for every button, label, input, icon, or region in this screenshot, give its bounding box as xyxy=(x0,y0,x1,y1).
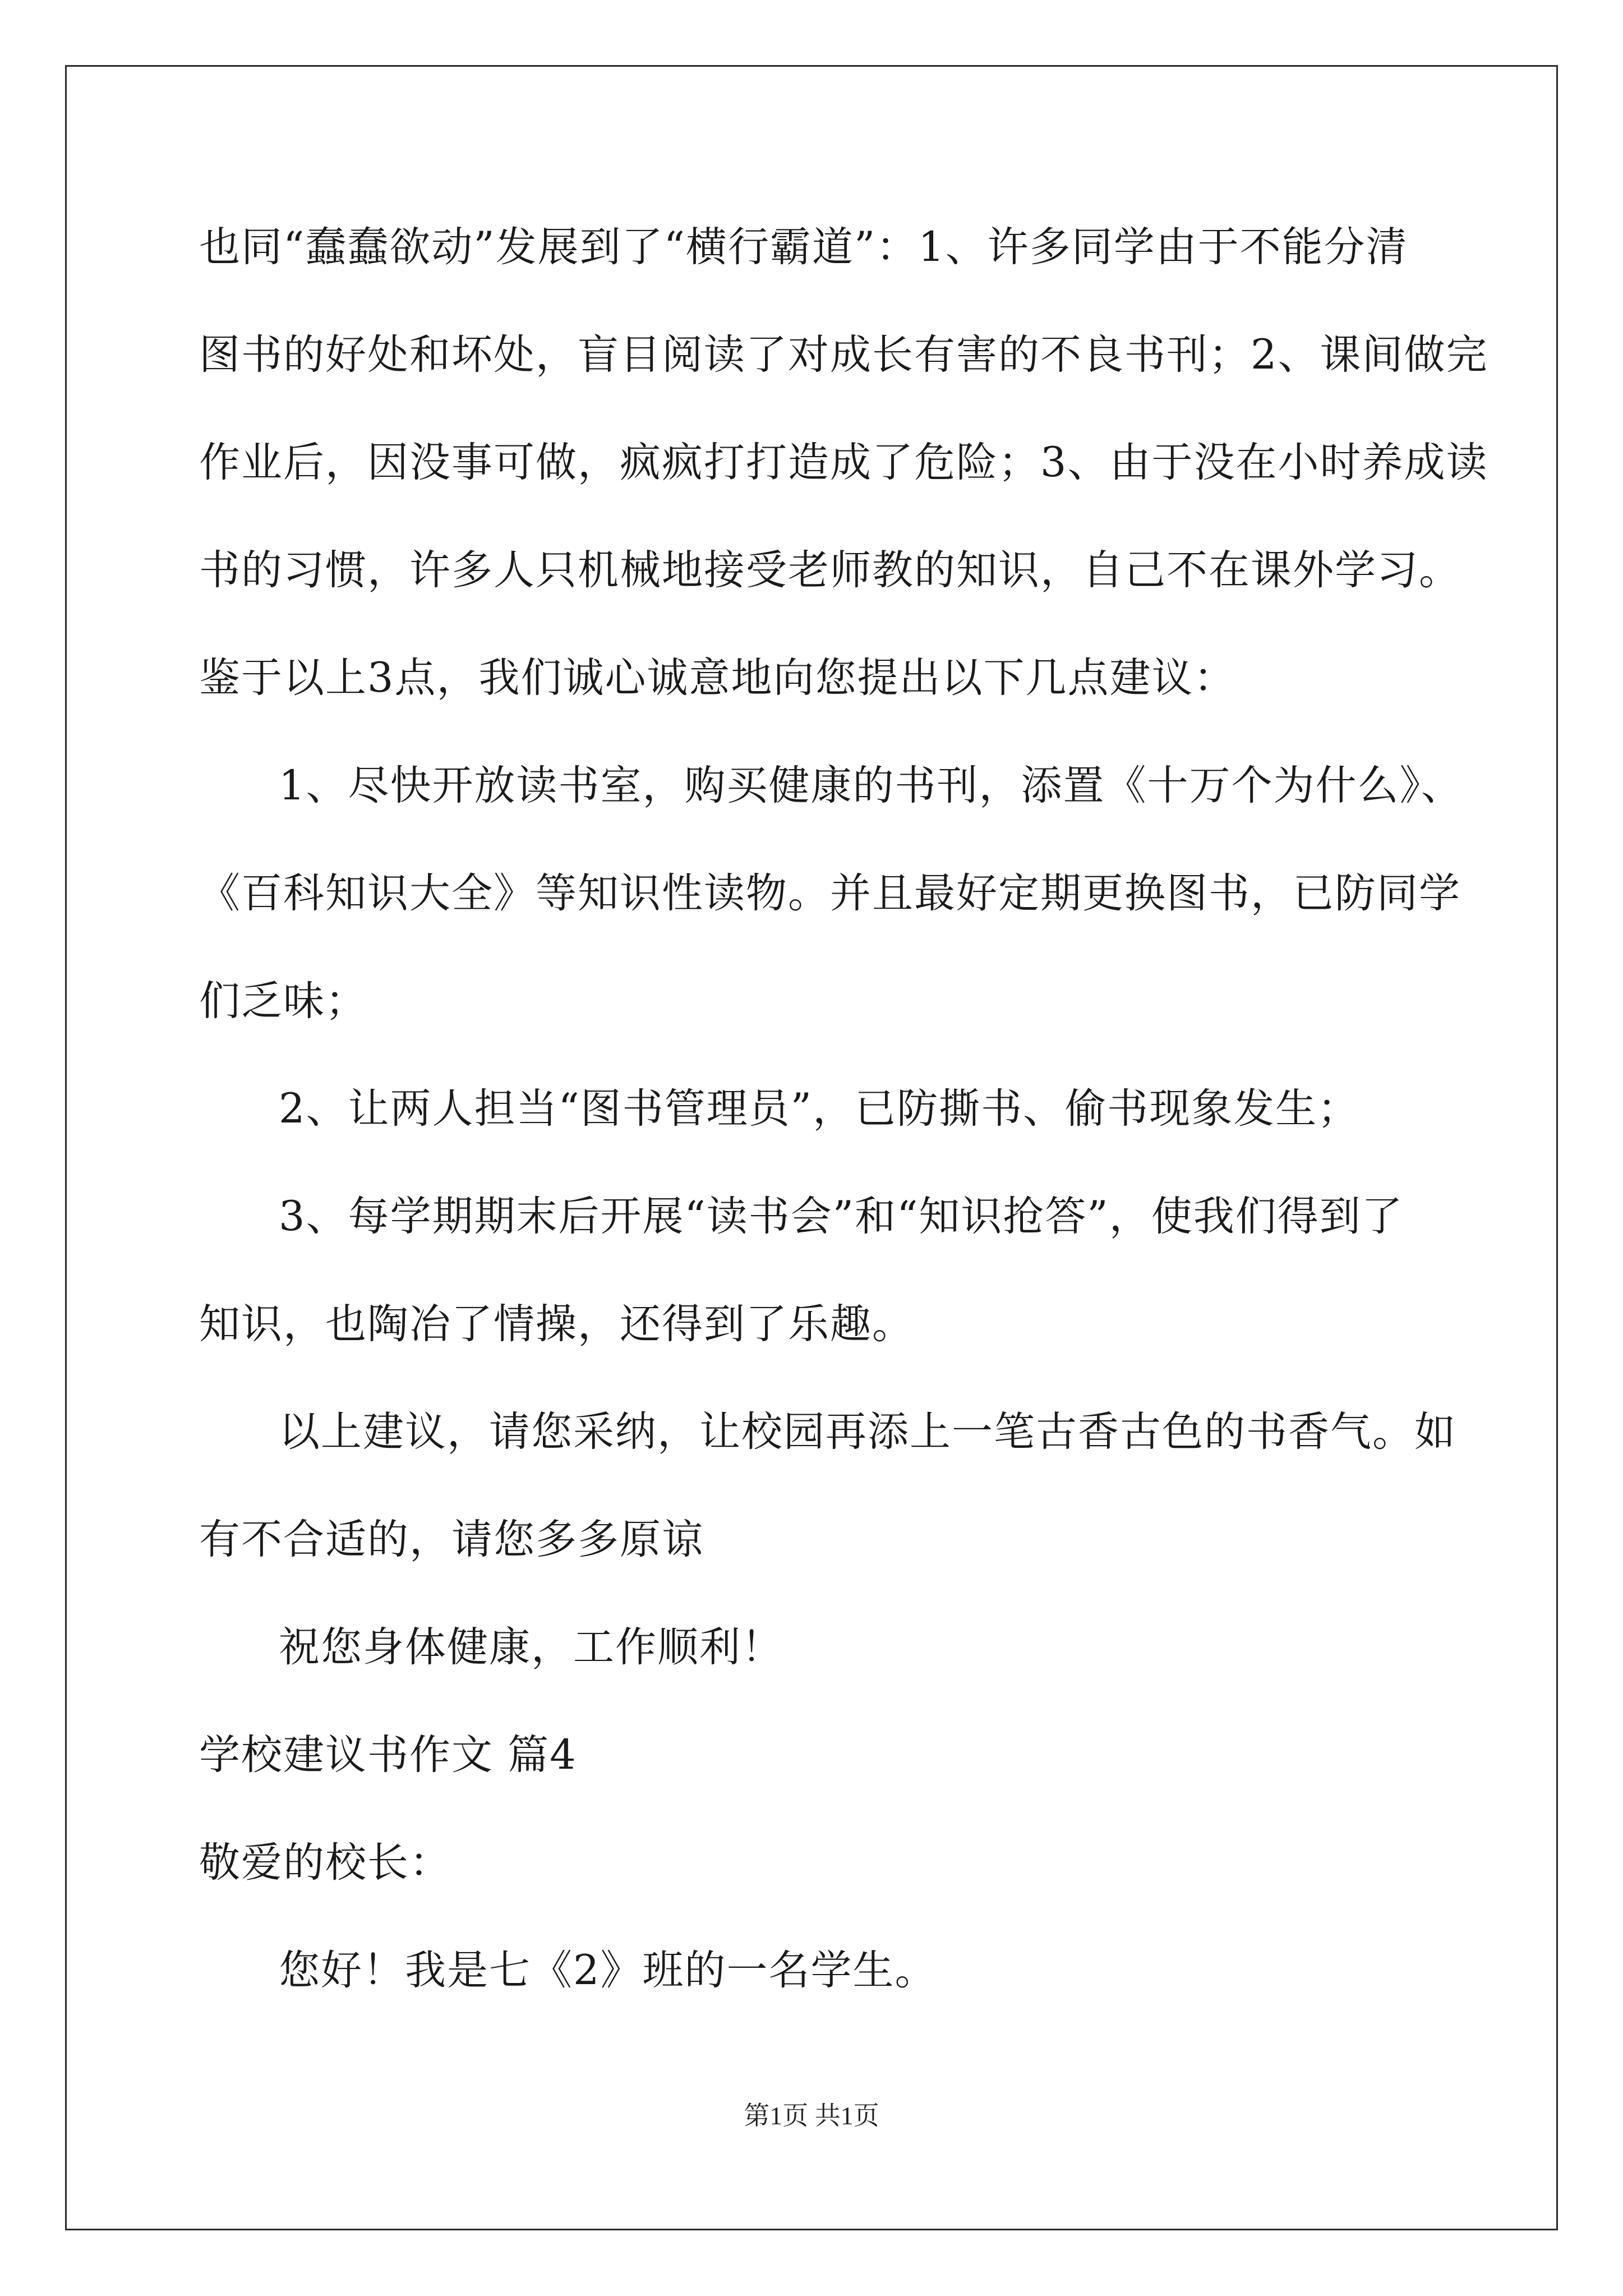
text-line: 书的习惯，许多人只机械地接受老师教的知识，自己不在课外学习。 xyxy=(199,546,1461,594)
text-line: 知识，也陶冶了情操，还得到了乐趣。 xyxy=(199,1300,914,1348)
page-number: 第1页 共1页 xyxy=(744,2101,879,2130)
text-line: 鉴于以上3点，我们诚心诚意地向您提出以下几点建议： xyxy=(199,654,1236,702)
text-line: 作业后，因没事可做，疯疯打打造成了危险；3、由于没在小时养成读 xyxy=(199,439,1488,486)
text-line: 有不合适的，请您多多原谅 xyxy=(199,1516,704,1563)
text-line: 1、尽快开放读书室，购买健康的书刊，添置《十万个为什么》、 xyxy=(279,762,1463,809)
text-line: 们乏味； xyxy=(199,977,367,1025)
section-heading: 学校建议书作文 篇4 xyxy=(199,1731,577,1779)
text-line: 图书的好处和坏处，盲目阅读了对成长有害的不良书刊；2、课间做完 xyxy=(199,331,1488,379)
text-line: 2、让两人担当“图书管理员”，已防撕书、偷书现象发生； xyxy=(279,1085,1360,1133)
text-line: 您好！我是七《2》班的一名学生。 xyxy=(279,1947,937,1994)
text-line: 《百科知识大全》等知识性读物。并且最好定期更换图书，已防同学 xyxy=(199,869,1461,917)
text-line: 以上建议，请您采纳，让校园再添上一笔古香古色的书香气。如 xyxy=(279,1408,1456,1456)
page-border xyxy=(65,65,1558,2230)
salutation: 敬爱的校长： xyxy=(199,1839,451,1887)
text-line: 也同“蠢蠢欲动”发展到了“横行霸道”：1、许多同学由于不能分清 xyxy=(199,223,1408,271)
text-line: 3、每学期期末后开展“读书会”和“知识抢答”，使我们得到了 xyxy=(279,1193,1404,1240)
text-line: 祝您身体健康，工作顺利！ xyxy=(279,1623,783,1671)
